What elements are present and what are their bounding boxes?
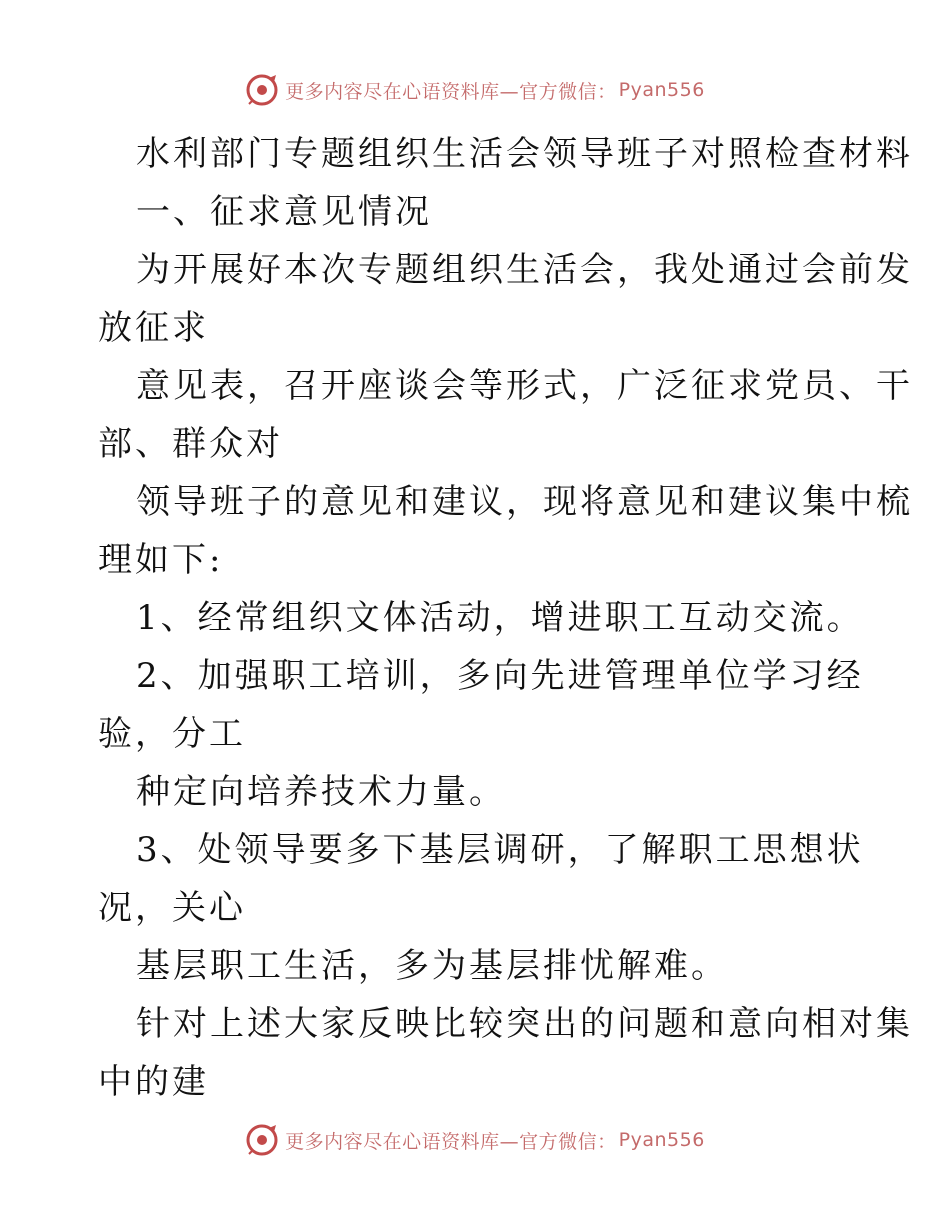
paragraph-line: 意见表，召开座谈会等形式，广泛征求党员、干 bbox=[136, 366, 913, 406]
paragraph-line: 为开展好本次专题组织生活会，我处通过会前发 bbox=[136, 250, 913, 290]
document-body bbox=[98, 125, 913, 1111]
list-item: 2、加强职工培训，多向先进管理单位学习经 bbox=[136, 656, 864, 696]
paragraph-line: 验，分工 bbox=[98, 714, 246, 754]
watermark-wechat-id: Pyan556 bbox=[618, 79, 705, 101]
paragraph-line: 种定向培养技术力量。 bbox=[136, 772, 506, 812]
list-item: 1、经常组织文体活动，增进职工互动交流。 bbox=[136, 598, 864, 638]
paragraph-line: 领导班子的意见和建议，现将意见和建议集中梳 bbox=[136, 482, 913, 522]
paragraph-line: 部、群众对 bbox=[98, 424, 283, 464]
section-heading: 一、征求意见情况 bbox=[136, 192, 432, 232]
watermark-text: 更多内容尽在心语资料库—官方微信： bbox=[285, 1130, 617, 1153]
header-watermark bbox=[0, 70, 950, 110]
list-item: 3、处领导要多下基层调研，了解职工思想状 bbox=[136, 830, 864, 870]
footer-watermark bbox=[0, 1120, 950, 1160]
quill-logo-icon bbox=[245, 73, 279, 107]
quill-logo-icon bbox=[245, 1123, 279, 1157]
paragraph-line: 针对上述大家反映比较突出的问题和意向相对集 bbox=[136, 1004, 913, 1044]
paragraph-line: 基层职工生活，多为基层排忧解难。 bbox=[136, 946, 728, 986]
paragraph-line: 放征求 bbox=[98, 308, 209, 348]
watermark-wechat-id: Pyan556 bbox=[618, 1129, 705, 1151]
watermark-text: 更多内容尽在心语资料库—官方微信： bbox=[285, 80, 617, 103]
paragraph-line: 况，关心 bbox=[98, 888, 246, 928]
paragraph-line: 中的建 bbox=[98, 1062, 209, 1102]
document-title: 水利部门专题组织生活会领导班子对照检查材料 bbox=[136, 134, 913, 174]
paragraph-line: 理如下: bbox=[98, 540, 224, 580]
